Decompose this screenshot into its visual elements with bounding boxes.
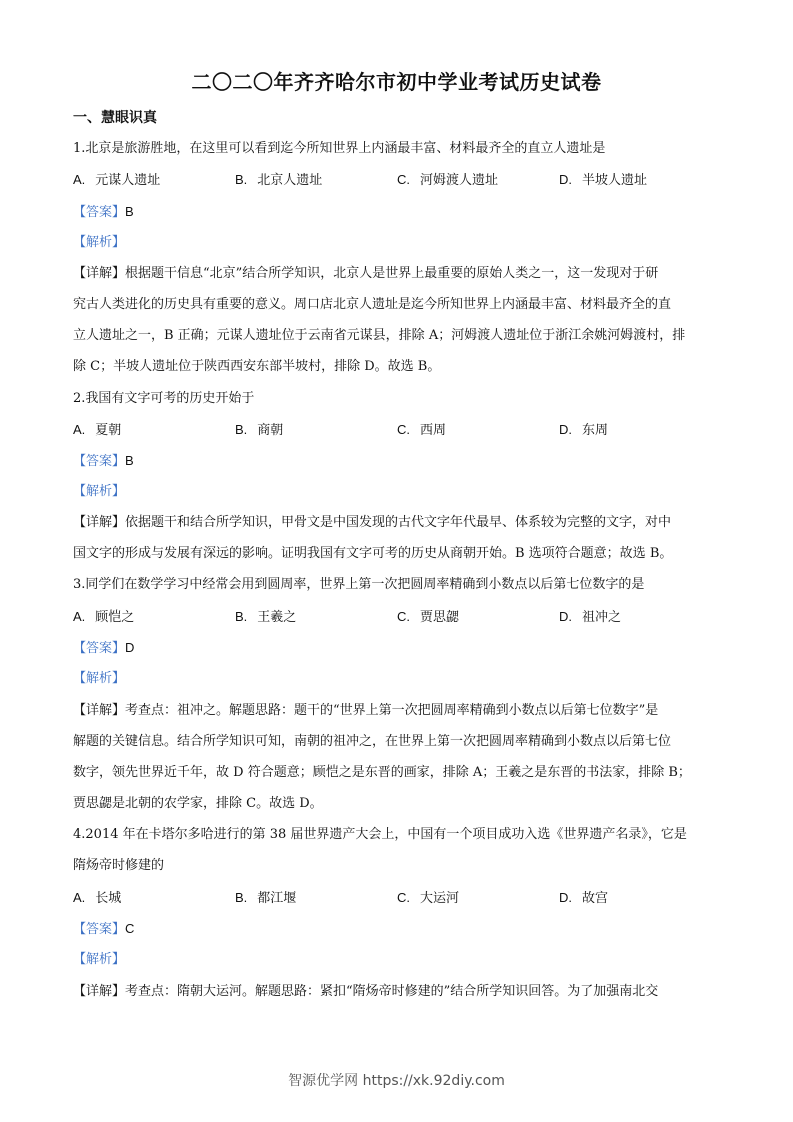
- q1-option-a: A. 元谋人遗址: [73, 172, 161, 188]
- q2-detail-line-2: 国文字的形成与发展有深远的影响。证明我国有文字可考的历史从商朝开始。B 选项符合题意；故选 B。: [73, 546, 673, 561]
- q4-option-b: B. 都江堰: [235, 890, 297, 906]
- q3-answer: 【答案】D: [73, 640, 135, 656]
- q3-detail-line-3: 数字，领先世界近千年，故 D 符合题意；顾恺之是东晋的画家，排除 A；王羲之是东晋的书法家，排除 B；: [73, 765, 691, 780]
- q3-detail-line-1: 【详解】考查点：祖冲之。解题思路：题干的“世界上第一次把圆周率精确到小数点以后第七位数字”是: [73, 703, 659, 718]
- question-3-stem: 3.同学们在数学学习中经常会用到圆周率，世界上第一次把圆周率精确到小数点以后第七位数字的是: [73, 577, 645, 592]
- page-title: 二〇二〇年齐齐哈尔市初中学业考试历史试卷: [191, 70, 602, 94]
- q2-option-c: C. 西周: [397, 422, 447, 438]
- q1-option-b: B. 北京人遗址: [235, 172, 323, 188]
- q1-detail-line-3: 立人遗址之一，B 正确；元谋人遗址位于云南省元谋县，排除 A；河姆渡人遗址位于浙江余姚河姆渡村，排: [73, 328, 686, 343]
- q1-detail-line-2: 究古人类进化的历史具有重要的意义。周口店北京人遗址是迄今所知世界上内涵最丰富、材料最齐全的直: [73, 297, 672, 312]
- q4-analysis-label: 【解析】: [73, 952, 126, 967]
- question-1-stem: 1.北京是旅游胜地，在这里可以看到迄今所知世界上内涵最丰富、材料最齐全的直立人遗址是: [73, 141, 606, 156]
- question-2-stem: 2.我国有文字可考的历史开始于: [73, 391, 255, 406]
- question-4-stem-line-2: 隋炀帝时修建的: [73, 858, 165, 873]
- q3-option-c: C. 贾思勰: [397, 609, 460, 625]
- q1-option-d: D. 半坡人遗址: [559, 172, 648, 188]
- q3-option-b: B. 王羲之: [235, 609, 297, 625]
- q2-option-a: A. 夏朝: [73, 422, 122, 438]
- answer-label: 【答案】: [73, 922, 126, 937]
- q1-detail-line-1: 【详解】根据题干信息“北京”结合所学知识，北京人是世界上最重要的原始人类之一，这一发现对于研: [73, 266, 659, 281]
- q2-answer: 【答案】B: [73, 453, 134, 469]
- answer-label: 【答案】: [73, 454, 126, 469]
- q3-detail-line-2: 解题的关键信息。结合所学知识可知，南朝的祖冲之，在世界上第一次把圆周率精确到小数点以后第七位: [73, 734, 672, 749]
- q4-option-d: D. 故宫: [559, 890, 609, 906]
- q1-answer: 【答案】B: [73, 204, 134, 220]
- q4-detail-line-1: 【详解】考查点：隋朝大运河。解题思路：紧扣“隋炀帝时修建的”结合所学知识回答。为了加强南北交: [73, 984, 659, 999]
- footer-watermark: 智源优学网 https://xk.92diy.com: [288, 1073, 505, 1089]
- q1-option-c: C. 河姆渡人遗址: [397, 172, 499, 188]
- q2-detail-line-1: 【详解】依据题干和结合所学知识，甲骨文是中国发现的古代文字年代最早、体系较为完整的文字，对中: [73, 515, 672, 530]
- section-heading: 一、慧眼识真: [73, 110, 157, 126]
- q2-analysis-label: 【解析】: [73, 484, 126, 499]
- q2-option-b: B. 商朝: [235, 422, 284, 438]
- answer-label: 【答案】: [73, 641, 126, 656]
- q1-analysis-label: 【解析】: [73, 235, 126, 250]
- answer-label: 【答案】: [73, 205, 126, 220]
- q3-option-d: D. 祖冲之: [559, 609, 622, 625]
- q2-option-d: D. 东周: [559, 422, 609, 438]
- q4-option-c: C. 大运河: [397, 890, 460, 906]
- q4-option-a: A. 长城: [73, 890, 122, 906]
- q4-answer: 【答案】C: [73, 921, 135, 937]
- q3-detail-line-4: 贾思勰是北朝的农学家，排除 C。故选 D。: [73, 796, 323, 811]
- q1-detail-line-4: 除 C；半坡人遗址位于陕西西安东部半坡村，排除 D。故选 B。: [73, 359, 441, 374]
- q3-analysis-label: 【解析】: [73, 671, 126, 686]
- question-4-stem-line-1: 4.2014 年在卡塔尔多哈进行的第 38 届世界遗产大会上，中国有一个项目成功入选《世界遗产名录》，它是: [73, 827, 687, 842]
- q3-option-a: A. 顾恺之: [73, 609, 135, 625]
